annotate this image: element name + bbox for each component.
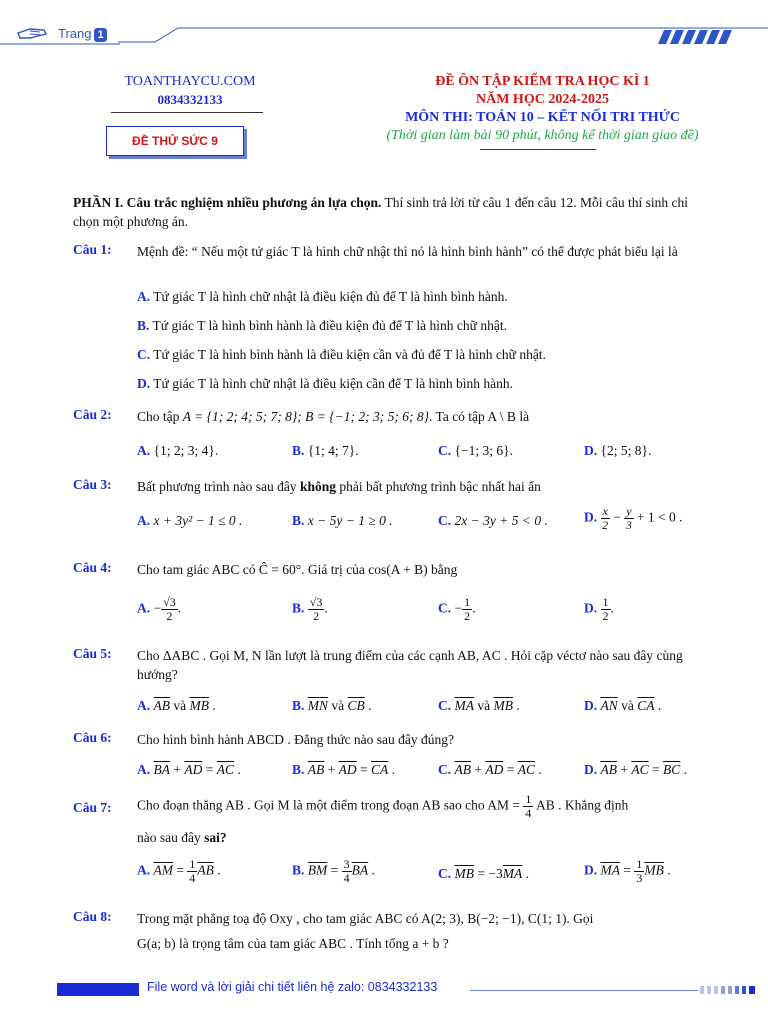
numerator: 3 — [343, 857, 350, 871]
vector: $\overline{AN}$ — [600, 698, 618, 713]
q1-option-b[interactable] — [137, 318, 507, 334]
option-letter: A. — [137, 862, 151, 878]
vector: $\overline{MN}$ — [307, 698, 329, 713]
vector: $\overline{AD}$ — [338, 762, 357, 777]
option-letter: D. — [584, 862, 598, 878]
option-letter: D. — [584, 509, 598, 525]
phone-number: 0834332133 — [157, 92, 223, 107]
numerator: 1 — [464, 595, 471, 609]
denominator: 3 — [636, 871, 643, 885]
option-letter: C. — [438, 513, 452, 528]
option-text: Tứ giác T là hình bình hành là điều kiện cần và đủ để T là hình chữ nhật. — [153, 347, 546, 362]
q7-text-1: Cho đoạn thẳng AB . Gọi M là một điểm trong đoạn AB sao cho AM = — [137, 797, 520, 813]
option-letter: B. — [292, 762, 305, 777]
q3-option-d[interactable] — [584, 505, 683, 532]
numerator: 1 — [189, 857, 196, 871]
fraction — [462, 596, 472, 623]
q7-text-bold: sai? — [204, 830, 227, 845]
denominator: 2 — [313, 609, 320, 623]
q2-label: Câu 2: — [73, 407, 112, 422]
sign: − — [153, 600, 162, 616]
numerator: √3 — [163, 595, 176, 609]
option-letter: C. — [438, 698, 452, 713]
vector: $\overline{MA}$ — [454, 698, 474, 713]
q6-label: Câu 6: — [73, 730, 112, 745]
header-decoration — [0, 0, 768, 60]
q2-option-b[interactable] — [292, 443, 359, 459]
coefficient: −3 — [488, 866, 503, 881]
option-letter: B. — [137, 318, 150, 333]
conjunction: và — [621, 698, 634, 713]
q3-label: Câu 3: — [73, 477, 112, 492]
q3-text — [137, 477, 715, 496]
vector: $\overline{MA}$ — [502, 866, 523, 881]
q1-label: Câu 1: — [73, 242, 112, 257]
time-note: (Thời gian làm bài 90 phút, không kể thời gian giao đề) — [386, 128, 699, 143]
option-letter: A. — [137, 513, 151, 528]
q6-option-a[interactable]: A. $\overline{BA} + \overline{AD} = \overline{AC}$ . — [137, 762, 241, 777]
option-tail: + 1 < 0 . — [636, 509, 683, 525]
q7-option-c[interactable]: C. $\overline{MB} = -3\overline{MA}$ . — [438, 866, 529, 881]
option-text: Tứ giác T là hình chữ nhật là điều kiện đủ để T là hình bình hành. — [153, 289, 508, 304]
option-text: 2x − 3y + 5 < 0 . — [454, 513, 548, 528]
footer-dots — [700, 984, 760, 996]
q6-option-d[interactable]: D. $\overline{AB} + \overline{AC} = \overline{BC}$ . — [584, 762, 688, 777]
vector: $\overline{CA}$ — [371, 762, 389, 777]
vector: $\overline{MB}$ — [189, 698, 209, 713]
q8-text-1: Trong mặt phẳng toạ độ Oxy , cho tam giác ABC có A(2; 3), B(−2; −1), C(1; 1). Gọi — [137, 911, 594, 926]
exam-title: ĐỀ ÔN TẬP KIỂM TRA HỌC KÌ 1 — [435, 74, 650, 89]
vector: $\overline{BA}$ — [153, 762, 170, 777]
q3-option-b[interactable] — [292, 513, 393, 529]
option-letter: C. — [438, 600, 452, 616]
vector: $\overline{AD}$ — [184, 762, 203, 777]
vector: $\overline{MB}$ — [493, 698, 513, 713]
denominator: 2 — [166, 609, 173, 623]
vector: $\overline{BA}$ — [351, 862, 369, 878]
q3-text-post: phải bất phương trình bậc nhất hai ẩn — [335, 479, 541, 494]
q1-option-d[interactable] — [137, 376, 513, 392]
numerator: √3 — [309, 595, 323, 609]
option-letter: C. — [438, 443, 452, 458]
conjunction: và — [477, 698, 491, 713]
fraction — [601, 505, 610, 532]
q6-option-c[interactable]: C. $\overline{AB} + \overline{AD} = \overline{AC}$ . — [438, 762, 542, 777]
denominator: 2 — [602, 518, 609, 532]
option-letter: A. — [137, 762, 151, 777]
fraction — [624, 505, 633, 532]
option-letter: C. — [137, 347, 151, 362]
q7-label: Câu 7: — [73, 800, 112, 815]
option-letter: C. — [438, 866, 452, 881]
vector: $\overline{BM}$ — [307, 862, 328, 878]
q1-option-c[interactable] — [137, 347, 546, 363]
q5-option-a[interactable]: A. $\overline{AB}$ và $\overline{MB}$ . — [137, 698, 216, 713]
q2-text-pre: Cho tập — [137, 409, 183, 424]
q2-set-b: ; B = {−1; 2; 3; 5; 6; 8} — [297, 409, 430, 424]
q1-option-a[interactable] — [137, 289, 508, 305]
q3-text-bold: không — [299, 479, 336, 494]
q7-option-a[interactable]: A. $\overline{AM}$ = $\frac{1}{4}$ $\overline{AB}$ . — [137, 857, 221, 885]
option-letter: B. — [292, 600, 305, 616]
option-text: {1; 4; 7}. — [307, 443, 359, 458]
option-letter: C. — [438, 762, 452, 777]
footer-contact[interactable]: File word và lời giải chi tiết liên hệ zalo: 0834332133 — [147, 980, 438, 994]
q5-text: Cho ΔABC . Gọi M, N lần lượt là trung điểm của các cạnh AB, AC . Hỏi cặp véctơ nào sau đây cùng hướng? — [137, 648, 683, 682]
sign: − — [454, 600, 463, 616]
option-letter: D. — [584, 698, 598, 713]
option-text: Tứ giác T là hình bình hành là điều kiện đủ để T là hình chữ nhật. — [152, 318, 507, 333]
q5-option-c[interactable]: C. $\overline{MA}$ và $\overline{MB}$ . — [438, 698, 520, 713]
part1-instruction: Thí sinh trả lời từ câu 1 đến câu 12. Mỗi câu thí sinh chỉ chọn một phương án. — [73, 195, 689, 229]
denominator: 4 — [343, 871, 350, 885]
numerator: 1 — [636, 857, 643, 871]
vector: $\overline{AD}$ — [485, 762, 504, 777]
option-letter: A. — [137, 289, 151, 304]
option-letter: D. — [137, 376, 151, 391]
subject-title: MÔN THI: TOÁN 10 – KẾT NỐI TRI THỨC — [405, 110, 680, 125]
vector: $\overline{AB}$ — [307, 762, 325, 777]
vector: $\overline{AM}$ — [153, 862, 173, 878]
vector: $\overline{AB}$ — [454, 762, 471, 777]
option-letter: B. — [292, 443, 305, 458]
q4-option-c[interactable]: C. − $\frac{1}{2}$ . — [438, 595, 476, 623]
part1-title: PHẦN I. Câu trắc nghiệm nhiều phương án lựa chọn. — [73, 195, 382, 210]
option-letter: D. — [584, 443, 598, 458]
trial-badge: ĐỀ THỬ SỨC 9 — [106, 126, 244, 156]
q3-option-a[interactable] — [137, 513, 242, 529]
vector: $\overline{CA}$ — [637, 698, 655, 713]
page-number: 1 — [94, 28, 106, 42]
option-letter: A. — [137, 698, 151, 713]
option-text: {2; 5; 8}. — [600, 443, 652, 458]
pointing-hand-icon — [18, 29, 46, 38]
q6-option-b[interactable]: B. $\overline{AB} + \overline{AD} = \overline{CA}$ . — [292, 762, 396, 777]
fraction — [523, 793, 533, 820]
q8-text-2: G(a; b) là trọng tâm của tam giác ABC . Tính tổng a + b ? — [137, 936, 449, 951]
option-letter: D. — [584, 762, 598, 777]
q2-set-a: A = {1; 2; 4; 5; 7; 8} — [182, 409, 298, 424]
q4-option-b[interactable]: B. $\frac{√3}{2}$ . — [292, 595, 328, 623]
q5-option-b[interactable]: B. $\overline{MN}$ và $\overline{CB}$ . — [292, 698, 372, 713]
conjunction: và — [173, 698, 187, 713]
vector: $\overline{AB}$ — [197, 862, 214, 878]
q4-option-a[interactable]: A. − $\frac{√3}{2}$ . — [137, 595, 182, 623]
footer-bar — [57, 983, 139, 996]
q2-option-d[interactable] — [584, 443, 651, 459]
vector: $\overline{CB}$ — [347, 698, 365, 713]
option-text: {−1; 3; 6}. — [454, 443, 513, 458]
q4-option-d[interactable]: D. $\frac{1}{2}$ . — [584, 595, 614, 623]
fraction — [601, 596, 611, 623]
vector: $\overline{MB}$ — [454, 866, 474, 881]
option-letter: A. — [137, 443, 151, 458]
option-letter: B. — [292, 698, 305, 713]
fraction — [187, 858, 197, 885]
numerator: x — [602, 504, 608, 518]
divider — [480, 149, 596, 150]
option-letter: A. — [137, 600, 151, 616]
q7-text-3: nào sau đây — [137, 830, 205, 845]
vector: $\overline{AB}$ — [153, 698, 170, 713]
divider — [111, 112, 263, 113]
vector: $\overline{MA}$ — [600, 862, 620, 878]
vector: $\overline{AC}$ — [631, 762, 649, 777]
part1-heading — [73, 193, 715, 231]
q7-option-d[interactable]: D. $\overline{MA}$ = $\frac{1}{3}$ $\overline{MB}$ . — [584, 857, 671, 885]
q7-text-2: AB . Khẳng định — [536, 797, 629, 813]
page-label — [58, 26, 107, 42]
denominator: 4 — [525, 806, 532, 820]
vector: $\overline{MB}$ — [644, 862, 664, 878]
operator: − — [613, 509, 621, 525]
numerator: 1 — [602, 595, 609, 609]
fraction — [161, 596, 178, 623]
q2-text — [137, 407, 715, 426]
q2-option-a[interactable] — [137, 443, 218, 459]
denominator: 2 — [464, 609, 471, 623]
header-stripes — [658, 30, 732, 44]
q2-option-c[interactable] — [438, 443, 513, 459]
fraction — [342, 858, 352, 885]
vector: $\overline{AC}$ — [216, 762, 235, 777]
denominator: 2 — [602, 609, 609, 623]
fraction — [308, 596, 325, 623]
q1-text: Mệnh đề: “ Nếu một tứ giác T là hình chữ nhật thì nó là hình bình hành” có thể được phát biểu lại là — [137, 244, 678, 259]
numerator: 1 — [525, 792, 532, 806]
fraction — [634, 858, 644, 885]
footer-divider — [470, 990, 698, 991]
q3-text-pre: Bất phương trình nào sau đây — [137, 479, 300, 494]
option-text: {1; 2; 3; 4}. — [153, 443, 219, 458]
q8-label: Câu 8: — [73, 909, 112, 924]
q2-text-post: . Ta có tập A \ B là — [429, 409, 530, 424]
q5-label: Câu 5: — [73, 646, 112, 661]
vector: $\overline{AB}$ — [600, 762, 617, 777]
option-letter: B. — [292, 513, 305, 528]
q7-option-b[interactable]: B. $\overline{BM}$ = $\frac{3}{4}$ $\overline{BA}$ . — [292, 857, 375, 885]
q6-text: Cho hình bình hành ABCD . Đẳng thức nào sau đây đúng? — [137, 732, 455, 747]
option-text: x − 5y − 1 ≥ 0 . — [307, 513, 393, 528]
option-letter: D. — [584, 600, 598, 616]
vector: $\overline{AC}$ — [517, 762, 536, 777]
q3-option-c[interactable] — [438, 513, 548, 529]
option-text: x + 3y² − 1 ≤ 0 . — [153, 513, 243, 528]
q7-text — [137, 793, 715, 820]
q4-label: Câu 4: — [73, 560, 112, 575]
conjunction: và — [331, 698, 345, 713]
option-letter: B. — [292, 862, 305, 878]
school-year: NĂM HỌC 2024-2025 — [476, 92, 609, 107]
option-text: Tứ giác T là hình chữ nhật là điều kiện cần để T là hình bình hành. — [153, 376, 513, 391]
denominator: 4 — [189, 871, 196, 885]
q7-text-line2 — [137, 828, 715, 847]
q4-text: Cho tam giác ABC có Ĉ = 60°. Giá trị của cos(A + B) bằng — [137, 562, 458, 577]
numerator: y — [626, 504, 632, 518]
page-label-text: Trang — [58, 26, 92, 41]
site-name[interactable]: TOANTHAYCU.COM — [124, 74, 256, 89]
vector: $\overline{BC}$ — [663, 762, 681, 777]
q5-option-d[interactable]: D. $\overline{AN}$ và $\overline{CA}$ . — [584, 698, 662, 713]
denominator: 3 — [625, 518, 632, 532]
